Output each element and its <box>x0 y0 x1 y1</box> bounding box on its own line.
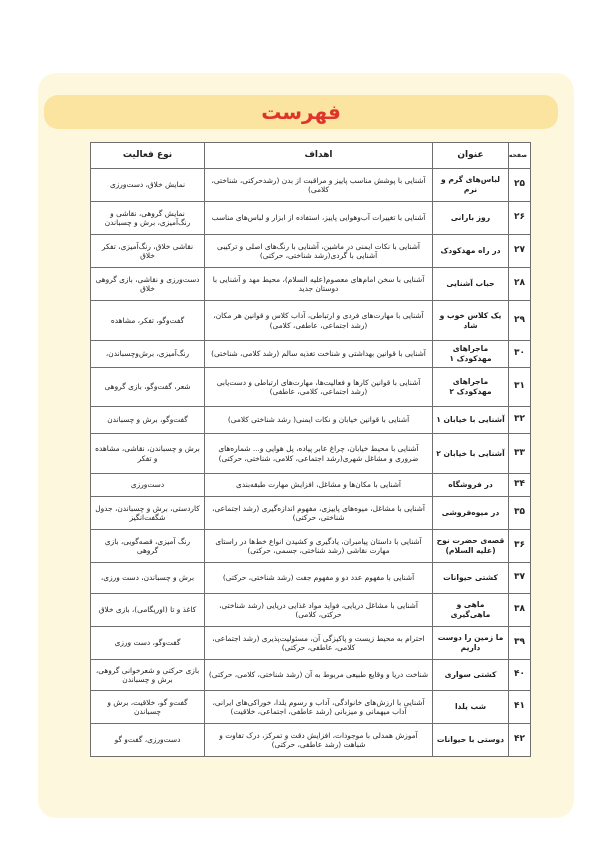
row-goals: آشنایی با پوشش مناسب پاییز و مراقبت از بدن (رشدحرکتی، شناختی، کلامی) <box>205 169 433 202</box>
row-title: حباب آشنایی <box>433 268 509 301</box>
row-goals: آشنایی با نکات ایمنی در ماشین، آشنایی با رنگ‌های اصلی و ترکیبی آشنایی با گردی(رشد شناختی، حرکتی) <box>205 235 433 268</box>
page-title: فهرست <box>261 100 341 124</box>
row-title: شب یلدا <box>433 691 509 724</box>
table-row <box>91 202 531 235</box>
row-page-number: ۲۹ <box>509 301 531 341</box>
table-row <box>91 497 531 530</box>
row-goals: آشنایی با مکان‌ها و مشاغل، افزایش مهارت طبقه‌بندی <box>205 474 433 497</box>
row-goals: آشنایی با ارزش‌های خانوادگی، آداب و رسوم یلدا، خوراکی‌های ایرانی، آداب میهمانی و میزبانی (رشد عاطفی، اجتماعی، خلاقیت) <box>205 691 433 724</box>
row-page-number: ۳۶ <box>509 530 531 563</box>
header-goals: اهداف <box>205 143 433 169</box>
row-activity: کاردستی، برش و چسباندن، جدول شگفت‌انگیز <box>91 497 205 530</box>
contents-table <box>90 142 531 757</box>
row-activity: برش و چسباندن، نقاشی، مشاهده و تفکر <box>91 434 205 474</box>
row-activity: گفت‌و گو، خلاقیت، برش و چسباندن <box>91 691 205 724</box>
row-goals: آموزش همدلی با موجودات، افزایش دقت و تمرکز، درک تفاوت و شباهت (رشد عاطفی، حرکتی) <box>205 724 433 757</box>
row-page-number: ۳۷ <box>509 563 531 594</box>
row-page-number: ۳۱ <box>509 368 531 407</box>
row-title: ماجراهای مهدکودک ۲ <box>433 368 509 407</box>
row-activity: گفت‌وگو، دست ورزی <box>91 627 205 660</box>
row-activity: دست‌ورزی و نقاشی، بازی گروهی خلاق <box>91 268 205 301</box>
row-activity: بازی حرکتی و شعرخوانی گروهی، برش و چسباندن <box>91 660 205 691</box>
table-row <box>91 594 531 627</box>
row-title: در فروشگاه <box>433 474 509 497</box>
row-title: کشتی حیوانات <box>433 563 509 594</box>
table-row <box>91 268 531 301</box>
table-body <box>91 169 531 757</box>
row-activity: نقاشی خلاق، رنگ‌آمیزی، تفکر خلاق <box>91 235 205 268</box>
row-activity: کاغذ و تا (اوریگامی)، بازی خلاق <box>91 594 205 627</box>
table-row <box>91 660 531 691</box>
table-row <box>91 301 531 341</box>
row-page-number: ۴۱ <box>509 691 531 724</box>
row-activity: رنگ آمیزی، قصه‌گویی، بازی گروهی <box>91 530 205 563</box>
title-banner <box>44 95 558 129</box>
row-page-number: ۳۴ <box>509 474 531 497</box>
table-row <box>91 691 531 724</box>
row-title: ما زمین را دوست داریم <box>433 627 509 660</box>
row-page-number: ۲۶ <box>509 202 531 235</box>
row-goals: آشنایی با مفهوم عدد دو و مفهوم جفت (رشد شناختی، حرکتی) <box>205 563 433 594</box>
row-goals: آشنایی با محیط خیابان، چراغ عابر پیاده، پل هوایی و... شماره‌های ضروری و مشاغل شهری(رشد اجتماعی، کلامی، شناختی، حرکتی) <box>205 434 433 474</box>
row-page-number: ۳۸ <box>509 594 531 627</box>
row-page-number: ۳۵ <box>509 497 531 530</box>
row-activity: شعر، گفت‌وگو، بازی گروهی <box>91 368 205 407</box>
row-activity: رنگ‌آمیزی، برش‌وچسباندن، <box>91 341 205 368</box>
row-title: آشنایی با خیابان ۲ <box>433 434 509 474</box>
row-activity: دست‌ورزی، گفت‌و گو <box>91 724 205 757</box>
row-page-number: ۳۳ <box>509 434 531 474</box>
table-row <box>91 434 531 474</box>
row-page-number: ۳۰ <box>509 341 531 368</box>
row-activity: دست‌ورزی <box>91 474 205 497</box>
row-title: ماجراهای مهدکودک ۱ <box>433 341 509 368</box>
row-activity: نمایش خلاق، دست‌ورزی <box>91 169 205 202</box>
row-activity: گفت‌وگو، تفکر، مشاهده <box>91 301 205 341</box>
table-row <box>91 235 531 268</box>
row-activity: برش و چسباندن، دست ورزی، <box>91 563 205 594</box>
row-page-number: ۳۲ <box>509 407 531 434</box>
row-title: کشتی سواری <box>433 660 509 691</box>
table-row <box>91 474 531 497</box>
row-goals: آشنایی با مهارت‌های فردی و ارتباطی، آداب کلاس و قوانین هر مکان، (رشد اجتماعی، عاطفی، کلامی) <box>205 301 433 341</box>
row-goals: آشنایی با قوانین خیابان و نکات ایمنی( رشد شناختی کلامی) <box>205 407 433 434</box>
row-goals: آشنایی با مشاغل دریایی، فواید مواد غذایی دریایی (رشد شناختی، حرکتی، کلامی) <box>205 594 433 627</box>
row-page-number: ۳۹ <box>509 627 531 660</box>
row-title: در راه مهدکودک <box>433 235 509 268</box>
row-goals: آشنایی با داستان پیامبران، یادگیری و کشیدن انواع خط‌ها در راستای مهارت نقاشی (رشد شناختی، جسمی، حرکتی) <box>205 530 433 563</box>
row-title: روز بارانی <box>433 202 509 235</box>
row-goals: آشنایی با مشاغل، میوه‌های پاییزی، مفهوم اندازه‌گیری (رشد اجتماعی، شناختی، حرکتی) <box>205 497 433 530</box>
row-goals: شناخت دریا و وقایع طبیعی مربوط به آن (رشد شناختی، کلامی، حرکتی) <box>205 660 433 691</box>
row-page-number: ۴۲ <box>509 724 531 757</box>
row-title: در میوه‌فروشی <box>433 497 509 530</box>
table-header-row <box>91 143 531 169</box>
table-row <box>91 341 531 368</box>
table-row <box>91 169 531 202</box>
row-title: ماهی و ماهی‌گیری <box>433 594 509 627</box>
row-page-number: ۲۵ <box>509 169 531 202</box>
row-title: قصه‌ی حضرت نوح (علیه السلام) <box>433 530 509 563</box>
row-page-number: ۲۸ <box>509 268 531 301</box>
table-row <box>91 407 531 434</box>
row-goals: آشنایی با قوانین بهداشتی و شناخت تغذیه سالم (رشد کلامی، شناختی) <box>205 341 433 368</box>
row-title: دوستی با حیوانات <box>433 724 509 757</box>
table-row <box>91 563 531 594</box>
row-page-number: ۲۷ <box>509 235 531 268</box>
header-title: عنوان <box>433 143 509 169</box>
table-row <box>91 724 531 757</box>
row-title: یک کلاس خوب و شاد <box>433 301 509 341</box>
table-row <box>91 627 531 660</box>
header-activity: نوع فعالیت <box>91 143 205 169</box>
row-goals: احترام به محیط زیست و پاکیزگی آن، مسئولیت‌پذیری (رشد اجتماعی، کلامی، عاطفی، حرکتی) <box>205 627 433 660</box>
row-page-number: ۴۰ <box>509 660 531 691</box>
row-goals: آشنایی با تغییرات آب‌وهوایی پاییز، استفاده از ابزار و لباس‌های مناسب <box>205 202 433 235</box>
row-title: لباس‌های گرم و نرم <box>433 169 509 202</box>
row-activity: گفت‌وگو، برش و چسباندن <box>91 407 205 434</box>
row-activity: نمایش گروهی، نقاشی و رنگ‌آمیزی، برش و چسباندن <box>91 202 205 235</box>
table-row <box>91 530 531 563</box>
table-row <box>91 368 531 407</box>
row-title: آشنایی با خیابان ۱ <box>433 407 509 434</box>
row-goals: آشنایی با قوانین کارها و فعالیت‌ها، مهارت‌های ارتباطی و دست‌یابی (رشد اجتماعی، کلامی، عاطفی) <box>205 368 433 407</box>
row-goals: آشنایی با سخن امام‌های معصوم(علیه السلام)، محیط مهد و آشنایی با دوستان جدید <box>205 268 433 301</box>
header-page: صفحه <box>509 143 531 169</box>
